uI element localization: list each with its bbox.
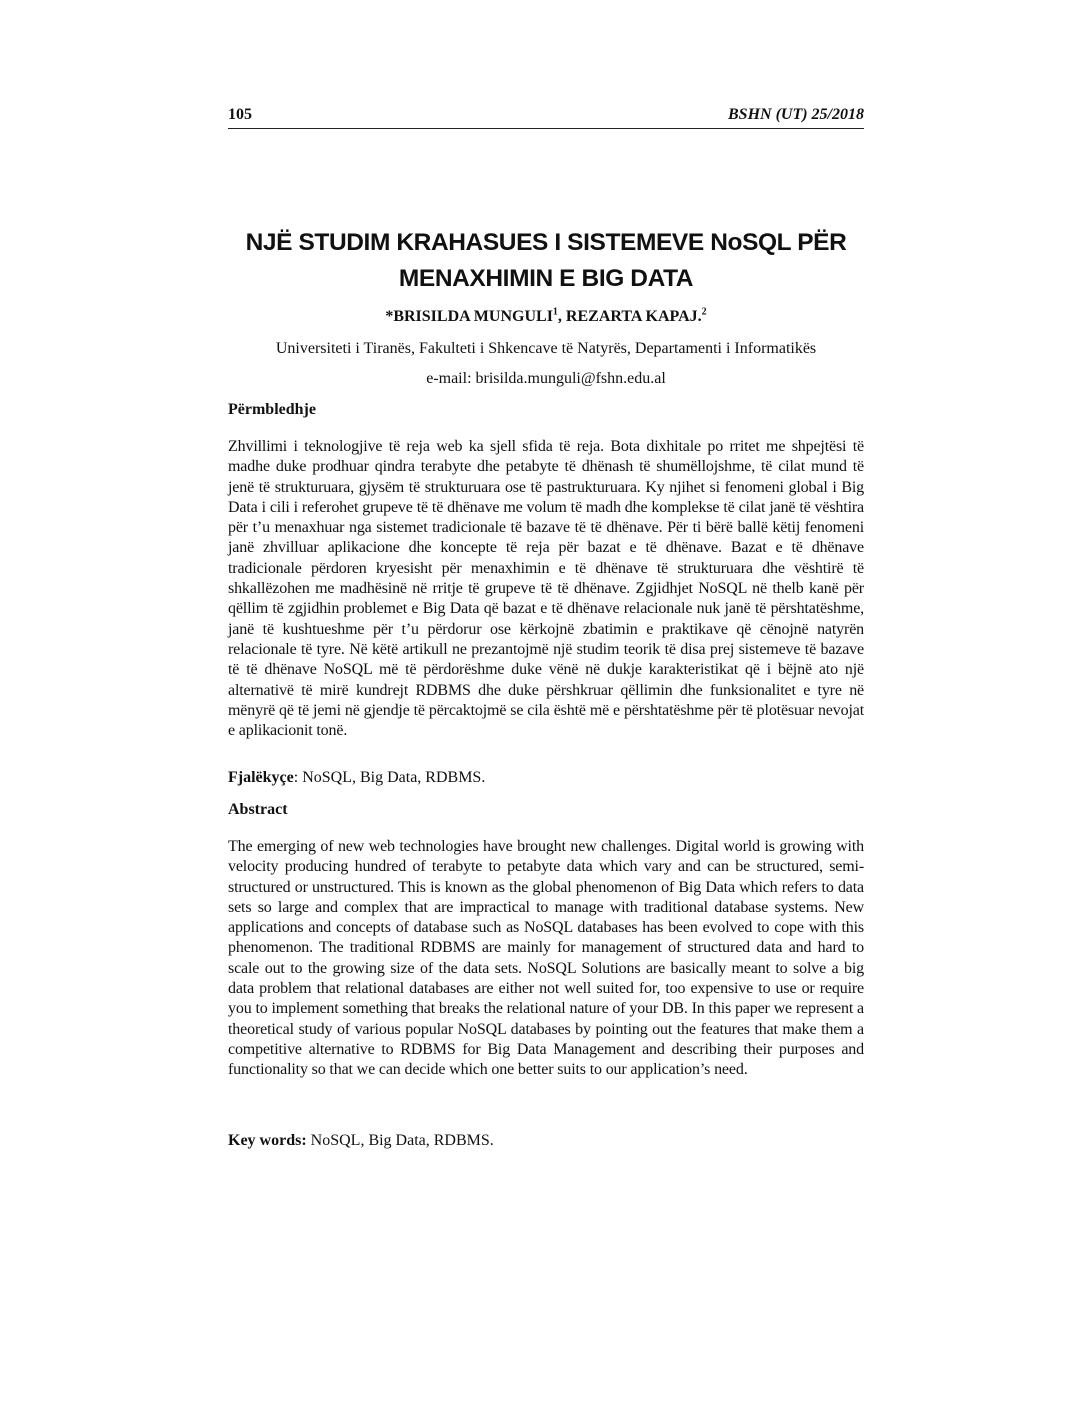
author-2-affiliation-mark: 2: [701, 306, 707, 318]
keywords-english-value: NoSQL, Big Data, RDBMS.: [306, 1132, 494, 1149]
keywords-english: [228, 1130, 864, 1152]
abstract-english-section: [228, 799, 864, 1081]
paper-title-line-1: NJË STUDIM KRAHASUES I SISTEMEVE NoSQL PËR: [245, 229, 847, 256]
running-header: [228, 106, 864, 129]
author-separator: ,: [557, 308, 566, 325]
title-block: [228, 225, 864, 390]
abstract-english-text: The emerging of new web technologies have brought new challenges. Digital world is growing with velocity producing hundred of terabyte to petabyte data which vary and can be structured, semi- structured or unstructured. This is known as the global phenomenon of Big Data which refers to data sets so large and complex that are impractical to manage with traditional database systems. New applications and concepts of database such as NoSQL databases has been evolved to cope with this phenomenon. The traditional RDBMS are mainly for management of structured data and hard to scale out to the growing size of the data sets. NoSQL Solutions are basically meant to solve a big data problem that relational databases are either not well suited for, too expensive to use or require you to implement something that breaks the relational nature of your DB. In this paper we represent a theoretical study of various popular NoSQL databases by pointing out the features that make them a competitive alternative to RDBMS for Big Data Management and describing their purposes and functionality so that we can decide which one better suits to our application’s need.: [228, 838, 864, 1079]
keywords-english-label: Key words:: [228, 1132, 307, 1149]
author-2-name: REZARTA KAPAJ.: [565, 308, 702, 325]
contact-email: e-mail: brisilda.munguli@fshn.edu.al: [426, 370, 666, 387]
abstract-albanian-heading: Përmbledhje: [228, 401, 316, 418]
keywords-albanian-section: [228, 767, 864, 789]
author-list: [228, 306, 864, 328]
paper-title-line-2: MENAXHIMIN E BIG DATA: [398, 265, 694, 292]
abstract-albanian-section: [228, 399, 864, 741]
author-1-affiliation-mark: 1: [552, 306, 558, 318]
keywords-english-section: [228, 1130, 864, 1152]
abstract-english-heading: Abstract: [228, 801, 288, 818]
abstract-albanian-text: Zhvillimi i teknologjive të reja web ka sjell sfida të reja. Bota dixhitale po rritet me shpejtësi të madhe duke prodhuar qindra terabyte dhe petabyte të dhënash të shumëllojshme, të cilat mund të jenë të strukturuara, gjysëm të strukturuara ose të pastrukturuara. Ky njihet si fenomeni global i Big Data i cili i referohet grupeve të të dhënave me volum të madh dhe komplekse të cilat janë të vështira për t’u menaxhuar nga sistemet tradicionale të bazave të të dhënave. Për ti bërë ballë këtij fenomeni janë zhvilluar aplikacione dhe koncepte të reja për bazat e të dhënave. Bazat e të dhënave tradicionale përdoren kryesisht për menaxhimin e të dhënave të strukturuara dhe vështirë të shkallëzohen me madhësinë në rritje të grupeve të të dhënave. Zgjidhjet NoSQL në thelb kanë për qëllim të zgjidhin problemet e Big Data që bazat e të dhënave relacionale nuk janë të përshtatëshme, janë të kushtueshme për t’u përdorur ose kërkojnë zbatimin e praktikave që cënojnë natyrën relacionale të tyre. Në këtë artikull ne prezantojmë një studim teorik të disa prej sistemeve të bazave të të dhënave NoSQL më të përdorëshme duke vënë në dukje karakteristikat që i bëjnë ato një alternativë të mirë kundrejt RDBMS dhe duke përshkruar qëllimin dhe funksionalitet e tyre në mënyrë që të jemi në gjendje të përcaktojmë se cila është më e përshtatëshme për të plotësuar nevojat e aplikacionit tonë.: [228, 438, 864, 740]
keywords-albanian: [228, 767, 864, 789]
author-1-name: *BRISILDA MUNGULI: [385, 308, 553, 325]
journal-reference: BSHN (UT) 25/2018: [728, 106, 864, 123]
keywords-albanian-label: Fjalëkyçe: [228, 769, 294, 786]
page-number: 105: [228, 106, 252, 123]
affiliation: Universiteti i Tiranës, Fakulteti i Shkencave të Natyrës, Departamenti i Informatikës: [275, 340, 817, 357]
keywords-albanian-value: : NoSQL, Big Data, RDBMS.: [293, 769, 486, 786]
